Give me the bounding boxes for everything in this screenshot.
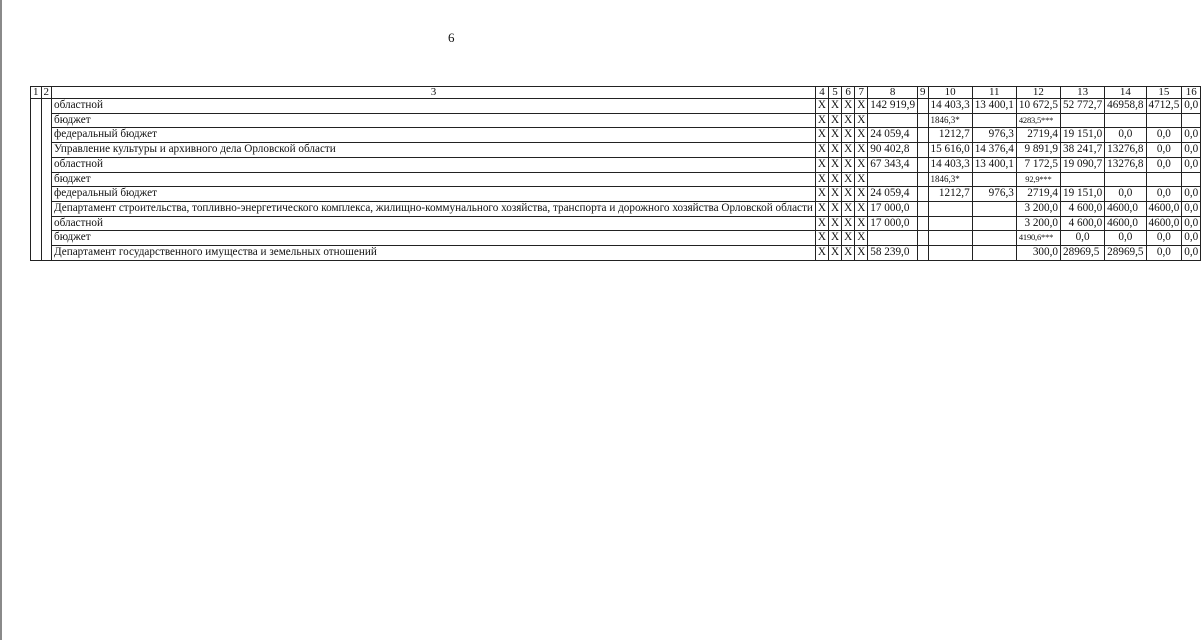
x-mark: Х: [855, 172, 868, 187]
value-cell: 28969,5: [1061, 246, 1105, 261]
x-mark: Х: [842, 187, 855, 202]
x-mark: Х: [829, 246, 842, 261]
x-mark: Х: [842, 201, 855, 216]
x-mark: Х: [829, 201, 842, 216]
value-cell: [1182, 113, 1201, 128]
value-cell: 14 403,3: [928, 99, 972, 114]
value-cell: [918, 187, 929, 202]
value-cell: 4 600,0: [1061, 216, 1105, 231]
x-mark: Х: [855, 216, 868, 231]
x-mark: Х: [855, 99, 868, 114]
value-cell: 24 059,4: [868, 187, 918, 202]
value-cell: [928, 216, 972, 231]
value-cell: 13 400,1: [972, 99, 1016, 114]
value-cell: [972, 113, 1016, 128]
col2-merged-cell: [41, 99, 52, 261]
header-cell: 15: [1146, 87, 1182, 99]
value-cell: [972, 216, 1016, 231]
x-mark: Х: [842, 231, 855, 246]
value-cell: 52 772,7: [1061, 99, 1105, 114]
x-mark: Х: [829, 216, 842, 231]
x-mark: Х: [829, 187, 842, 202]
value-cell: 28969,5: [1105, 246, 1146, 261]
value-cell: 10 672,5: [1016, 99, 1060, 114]
value-cell: [1061, 172, 1105, 187]
x-mark: Х: [855, 113, 868, 128]
value-cell: 19 151,0: [1061, 128, 1105, 143]
value-cell: 0,0: [1182, 99, 1201, 114]
value-cell: [868, 113, 918, 128]
value-cell: 0,0: [1105, 231, 1146, 246]
value-cell: 0,0: [1146, 157, 1182, 172]
table-row: [31, 99, 1201, 114]
table-header-row: [31, 87, 1201, 99]
value-cell: 976,3: [972, 187, 1016, 202]
value-cell: 142 919,9: [868, 99, 918, 114]
x-mark: Х: [815, 143, 828, 158]
value-cell: [868, 172, 918, 187]
table-row: [31, 201, 1201, 216]
x-mark: Х: [815, 113, 828, 128]
x-mark: Х: [815, 187, 828, 202]
page-number: 6: [448, 30, 455, 45]
x-mark: Х: [842, 246, 855, 261]
header-cell: 1: [31, 87, 42, 99]
value-cell: 0,0: [1182, 143, 1201, 158]
value-cell: 3 200,0: [1016, 201, 1060, 216]
value-cell: 14 403,3: [928, 157, 972, 172]
value-cell: 976,3: [972, 128, 1016, 143]
value-cell: 1846,3*: [928, 172, 972, 187]
value-cell: 4600,0: [1146, 201, 1182, 216]
table-row: [31, 216, 1201, 231]
value-cell: 14 376,4: [972, 143, 1016, 158]
value-cell: 4 600,0: [1061, 201, 1105, 216]
x-mark: Х: [842, 113, 855, 128]
x-mark: Х: [815, 99, 828, 114]
table-row: [31, 246, 1201, 261]
value-cell: [918, 246, 929, 261]
x-mark: Х: [842, 172, 855, 187]
x-mark: Х: [829, 172, 842, 187]
header-cell: 16: [1182, 87, 1201, 99]
header-cell: 8: [868, 87, 918, 99]
value-cell: 4600,0: [1105, 216, 1146, 231]
table-row: [31, 128, 1201, 143]
value-cell: 0,0: [1182, 216, 1201, 231]
value-cell: 38 241,7: [1061, 143, 1105, 158]
value-cell: 19 151,0: [1061, 187, 1105, 202]
value-cell: 0,0: [1182, 187, 1201, 202]
value-cell: [972, 246, 1016, 261]
table-row: [31, 187, 1201, 202]
value-cell: 58 239,0: [868, 246, 918, 261]
table-row: [31, 172, 1201, 187]
row-name: Управление культуры и архивного дела Орловской области: [52, 143, 816, 158]
row-name: бюджет: [52, 172, 816, 187]
x-mark: Х: [815, 216, 828, 231]
value-cell: 300,0: [1016, 246, 1060, 261]
x-mark: Х: [829, 113, 842, 128]
value-cell: [918, 231, 929, 246]
x-mark: Х: [829, 157, 842, 172]
value-cell: 2719,4: [1016, 187, 1060, 202]
header-cell: 9: [918, 87, 929, 99]
value-cell: 4190,6***: [1016, 231, 1060, 246]
x-mark: Х: [842, 128, 855, 143]
x-mark: Х: [842, 216, 855, 231]
x-mark: Х: [815, 128, 828, 143]
header-cell: 11: [972, 87, 1016, 99]
x-mark: Х: [855, 246, 868, 261]
value-cell: [972, 201, 1016, 216]
value-cell: [972, 172, 1016, 187]
value-cell: [1182, 172, 1201, 187]
value-cell: [972, 231, 1016, 246]
header-cell: 10: [928, 87, 972, 99]
table-row: [31, 157, 1201, 172]
value-cell: [1105, 172, 1146, 187]
value-cell: 1846,3*: [928, 113, 972, 128]
x-mark: Х: [842, 157, 855, 172]
value-cell: 17 000,0: [868, 216, 918, 231]
x-mark: Х: [842, 99, 855, 114]
value-cell: 0,0: [1182, 157, 1201, 172]
row-name: областной: [52, 99, 816, 114]
value-cell: [868, 231, 918, 246]
x-mark: Х: [815, 201, 828, 216]
value-cell: 9 891,9: [1016, 143, 1060, 158]
row-name: Департамент государственного имущества и земельных отношений: [52, 246, 816, 261]
col1-merged-cell: [31, 99, 42, 261]
x-mark: Х: [855, 128, 868, 143]
value-cell: 17 000,0: [868, 201, 918, 216]
row-name: федеральный бюджет: [52, 128, 816, 143]
value-cell: [918, 128, 929, 143]
value-cell: [1105, 113, 1146, 128]
x-mark: Х: [815, 157, 828, 172]
value-cell: 0,0: [1146, 128, 1182, 143]
value-cell: 46958,8: [1105, 99, 1146, 114]
value-cell: 67 343,4: [868, 157, 918, 172]
value-cell: 4283,5***: [1016, 113, 1060, 128]
value-cell: 4600,0: [1146, 216, 1182, 231]
value-cell: 13 400,1: [972, 157, 1016, 172]
value-cell: [918, 201, 929, 216]
value-cell: 0,0: [1105, 128, 1146, 143]
table-row: [31, 231, 1201, 246]
x-mark: Х: [829, 99, 842, 114]
x-mark: Х: [855, 201, 868, 216]
value-cell: 1212,7: [928, 187, 972, 202]
value-cell: 4600,0: [1105, 201, 1146, 216]
value-cell: 90 402,8: [868, 143, 918, 158]
table-row: [31, 143, 1201, 158]
value-cell: 19 090,7: [1061, 157, 1105, 172]
budget-table: [30, 86, 1201, 261]
value-cell: 0,0: [1182, 246, 1201, 261]
value-cell: [1146, 172, 1182, 187]
header-cell: 7: [855, 87, 868, 99]
value-cell: 13276,8: [1105, 143, 1146, 158]
header-cell: 2: [41, 87, 52, 99]
header-cell: 13: [1061, 87, 1105, 99]
value-cell: 92,9***: [1016, 172, 1060, 187]
value-cell: 7 172,5: [1016, 157, 1060, 172]
header-cell: 3: [52, 87, 816, 99]
header-cell: 14: [1105, 87, 1146, 99]
value-cell: [928, 201, 972, 216]
value-cell: 0,0: [1182, 201, 1201, 216]
value-cell: [1061, 113, 1105, 128]
value-cell: [918, 216, 929, 231]
value-cell: 0,0: [1105, 187, 1146, 202]
x-mark: Х: [829, 143, 842, 158]
x-mark: Х: [815, 246, 828, 261]
row-name: областной: [52, 216, 816, 231]
x-mark: Х: [855, 143, 868, 158]
value-cell: 0,0: [1146, 143, 1182, 158]
value-cell: [918, 157, 929, 172]
x-mark: Х: [855, 231, 868, 246]
header-cell: 4: [815, 87, 828, 99]
x-mark: Х: [842, 143, 855, 158]
x-mark: Х: [855, 187, 868, 202]
x-mark: Х: [829, 128, 842, 143]
row-name: федеральный бюджет: [52, 187, 816, 202]
table-row: [31, 113, 1201, 128]
scan-left-edge: [0, 0, 2, 640]
value-cell: 1212,7: [928, 128, 972, 143]
row-name: бюджет: [52, 113, 816, 128]
value-cell: 3 200,0: [1016, 216, 1060, 231]
value-cell: 24 059,4: [868, 128, 918, 143]
x-mark: Х: [855, 157, 868, 172]
value-cell: 0,0: [1146, 231, 1182, 246]
header-cell: 6: [842, 87, 855, 99]
value-cell: [1146, 113, 1182, 128]
value-cell: [928, 246, 972, 261]
value-cell: 0,0: [1182, 231, 1201, 246]
value-cell: 2719,4: [1016, 128, 1060, 143]
x-mark: Х: [815, 172, 828, 187]
row-name: областной: [52, 157, 816, 172]
value-cell: [918, 143, 929, 158]
value-cell: 15 616,0: [928, 143, 972, 158]
value-cell: 4712,5: [1146, 99, 1182, 114]
value-cell: 0,0: [1061, 231, 1105, 246]
value-cell: 13276,8: [1105, 157, 1146, 172]
header-cell: 12: [1016, 87, 1060, 99]
row-name: бюджет: [52, 231, 816, 246]
x-mark: Х: [815, 231, 828, 246]
value-cell: [928, 231, 972, 246]
header-cell: 5: [829, 87, 842, 99]
value-cell: [918, 99, 929, 114]
row-name: Департамент строительства, топливно-энергетического комплекса, жилищно-коммунального хозяйства, транспорта и дорожного хозяйства Орловской области: [52, 201, 816, 216]
value-cell: [918, 172, 929, 187]
value-cell: 0,0: [1146, 187, 1182, 202]
value-cell: [918, 113, 929, 128]
value-cell: 0,0: [1182, 128, 1201, 143]
value-cell: 0,0: [1146, 246, 1182, 261]
x-mark: Х: [829, 231, 842, 246]
